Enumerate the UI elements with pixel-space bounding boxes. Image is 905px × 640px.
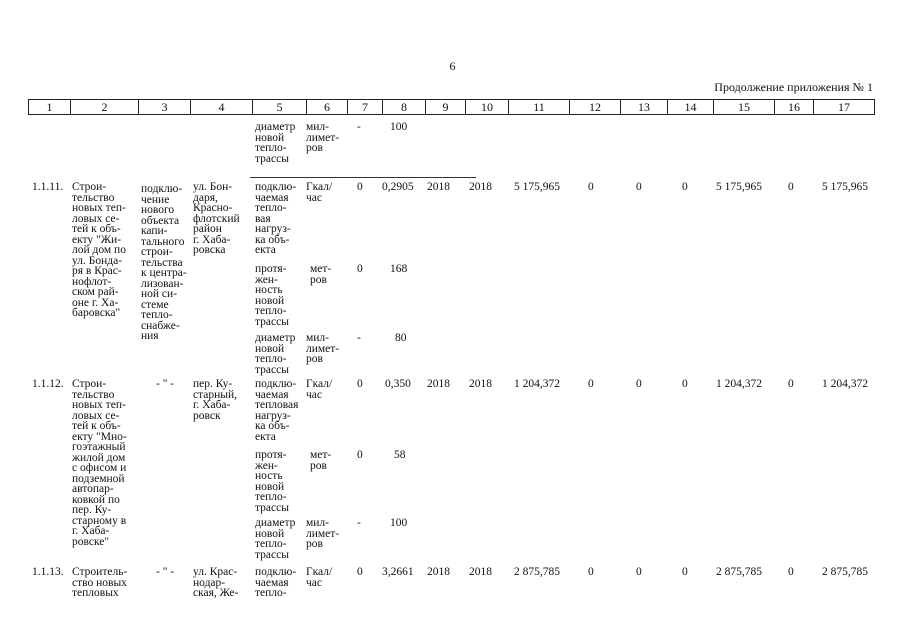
indicator-name: подклю- чаемая тепловая нагруз- ка объ- екта — [255, 378, 299, 443]
row-purpose: подклю- чение нового объекта капи- тального строи- тельства к центра- лизован- ной си- стеме тепло- снабже- ния — [141, 183, 187, 342]
end-year: 2018 — [469, 181, 492, 193]
col15-value: 1 204,372 — [716, 378, 762, 390]
header-cell: 16 — [775, 100, 814, 115]
header-cell: 6 — [307, 100, 348, 115]
total-cost: 5 175,965 — [514, 181, 560, 193]
indicator-unit: мет- ров — [310, 449, 332, 472]
indicator-unit: мил- лимет- ров — [306, 332, 340, 365]
indicator-unit: Гкал/ час — [306, 566, 333, 589]
indicator-name: подклю- чаемая тепло- — [255, 566, 297, 599]
page-number: 6 — [449, 59, 456, 73]
header-cell: 14 — [668, 100, 714, 115]
carry-over-col7: - — [357, 121, 361, 133]
indicator-name: диаметр новой тепло- трассы — [255, 517, 296, 561]
col14-value: 0 — [682, 378, 688, 390]
col13-value: 0 — [636, 181, 642, 193]
indicator-col8: 0,350 — [385, 378, 411, 390]
col16-value: 0 — [788, 566, 794, 578]
row-number: 1.1.11. — [32, 181, 64, 193]
row-name: Строи- тельство новых теп- ловых се- тей к объ- екту "Жи- лой дом по ул. Бонда- ря в Крас- нофлот- ском рай- оне г. Ха- баровска" — [72, 181, 126, 319]
indicator-name: протя- жен- ность новой тепло- трассы — [255, 263, 289, 328]
carry-over-col8: 100 — [390, 121, 408, 133]
col13-value: 0 — [636, 378, 642, 390]
header-cell: 3 — [139, 100, 191, 115]
row-purpose: - " - — [156, 566, 175, 578]
col12-value: 0 — [588, 181, 594, 193]
row-number: 1.1.12. — [32, 378, 64, 390]
end-year: 2018 — [469, 378, 492, 390]
indicator-col7: 0 — [357, 566, 363, 578]
header-cell: 11 — [509, 100, 570, 115]
column-header-table — [28, 99, 875, 115]
header-row — [29, 100, 875, 115]
header-cell: 17 — [814, 100, 875, 115]
col12-value: 0 — [588, 378, 594, 390]
header-cell: 8 — [383, 100, 426, 115]
header-cell: 5 — [253, 100, 307, 115]
start-year: 2018 — [427, 566, 450, 578]
row-name: Строитель- ство новых тепловых — [72, 566, 128, 599]
indicator-name: подклю- чаемая тепло- вая нагруз- ка объ- екта — [255, 181, 297, 256]
start-year: 2018 — [427, 181, 450, 193]
section-separator — [250, 177, 476, 178]
indicator-col8: 3,2661 — [382, 566, 414, 578]
indicator-col8: 100 — [390, 517, 408, 529]
header-cell: 12 — [570, 100, 621, 115]
col17-value: 2 875,785 — [822, 566, 868, 578]
col12-value: 0 — [588, 566, 594, 578]
col15-value: 2 875,785 — [716, 566, 762, 578]
header-cell: 1 — [29, 100, 71, 115]
start-year: 2018 — [427, 378, 450, 390]
col16-value: 0 — [788, 181, 794, 193]
indicator-unit: Гкал/ час — [306, 378, 333, 401]
indicator-col8: 168 — [390, 263, 408, 275]
carry-over-unit: мил- лимет- ров — [306, 121, 340, 154]
col14-value: 0 — [682, 566, 688, 578]
row-location: пер. Ку- старный, г. Хаба- ровск — [193, 378, 238, 422]
indicator-col7: 0 — [357, 181, 363, 193]
indicator-col7: 0 — [357, 449, 363, 461]
header-cell: 7 — [348, 100, 383, 115]
header-cell: 2 — [71, 100, 139, 115]
header-cell: 9 — [426, 100, 466, 115]
indicator-name: диаметр новой тепло- трассы — [255, 332, 296, 376]
indicator-unit: мил- лимет- ров — [306, 517, 340, 550]
indicator-name: протя- жен- ность новой тепло- трассы — [255, 449, 289, 514]
carry-over-indicator: диаметр новой тепло- трассы — [255, 121, 296, 165]
row-name: Строи- тельство новых теп- ловых се- тей к объ- екту "Мно- гоэтажный жилой дом с офисом и подземной автопар- ковкой по пер. Ку- старному в г. Хаба- ровске" — [72, 378, 127, 548]
total-cost: 2 875,785 — [514, 566, 560, 578]
col14-value: 0 — [682, 181, 688, 193]
indicator-col8: 58 — [394, 449, 406, 461]
indicator-unit: мет- ров — [310, 263, 332, 286]
indicator-col8: 80 — [395, 332, 407, 344]
indicator-col7: 0 — [357, 263, 363, 275]
total-cost: 1 204,372 — [514, 378, 560, 390]
col17-value: 5 175,965 — [822, 181, 868, 193]
indicator-col7: - — [357, 517, 361, 529]
indicator-col8: 0,2905 — [382, 181, 414, 193]
header-cell: 13 — [621, 100, 668, 115]
end-year: 2018 — [469, 566, 492, 578]
header-cell: 4 — [191, 100, 253, 115]
indicator-unit: Гкал/ час — [306, 181, 333, 204]
col15-value: 5 175,965 — [716, 181, 762, 193]
header-cell: 15 — [714, 100, 775, 115]
row-location: ул. Бон- даря, Красно- флотский район г. Хаба- ровска — [193, 181, 240, 256]
col13-value: 0 — [636, 566, 642, 578]
row-location: ул. Крас- нодар- ская, Же- — [193, 566, 239, 599]
row-number: 1.1.13. — [32, 566, 64, 578]
col17-value: 1 204,372 — [822, 378, 868, 390]
row-purpose: - " - — [156, 378, 175, 390]
continuation-label: Продолжение приложения № 1 — [714, 80, 873, 94]
indicator-col7: 0 — [357, 378, 363, 390]
indicator-col7: - — [357, 332, 361, 344]
header-cell: 10 — [466, 100, 509, 115]
col16-value: 0 — [788, 378, 794, 390]
